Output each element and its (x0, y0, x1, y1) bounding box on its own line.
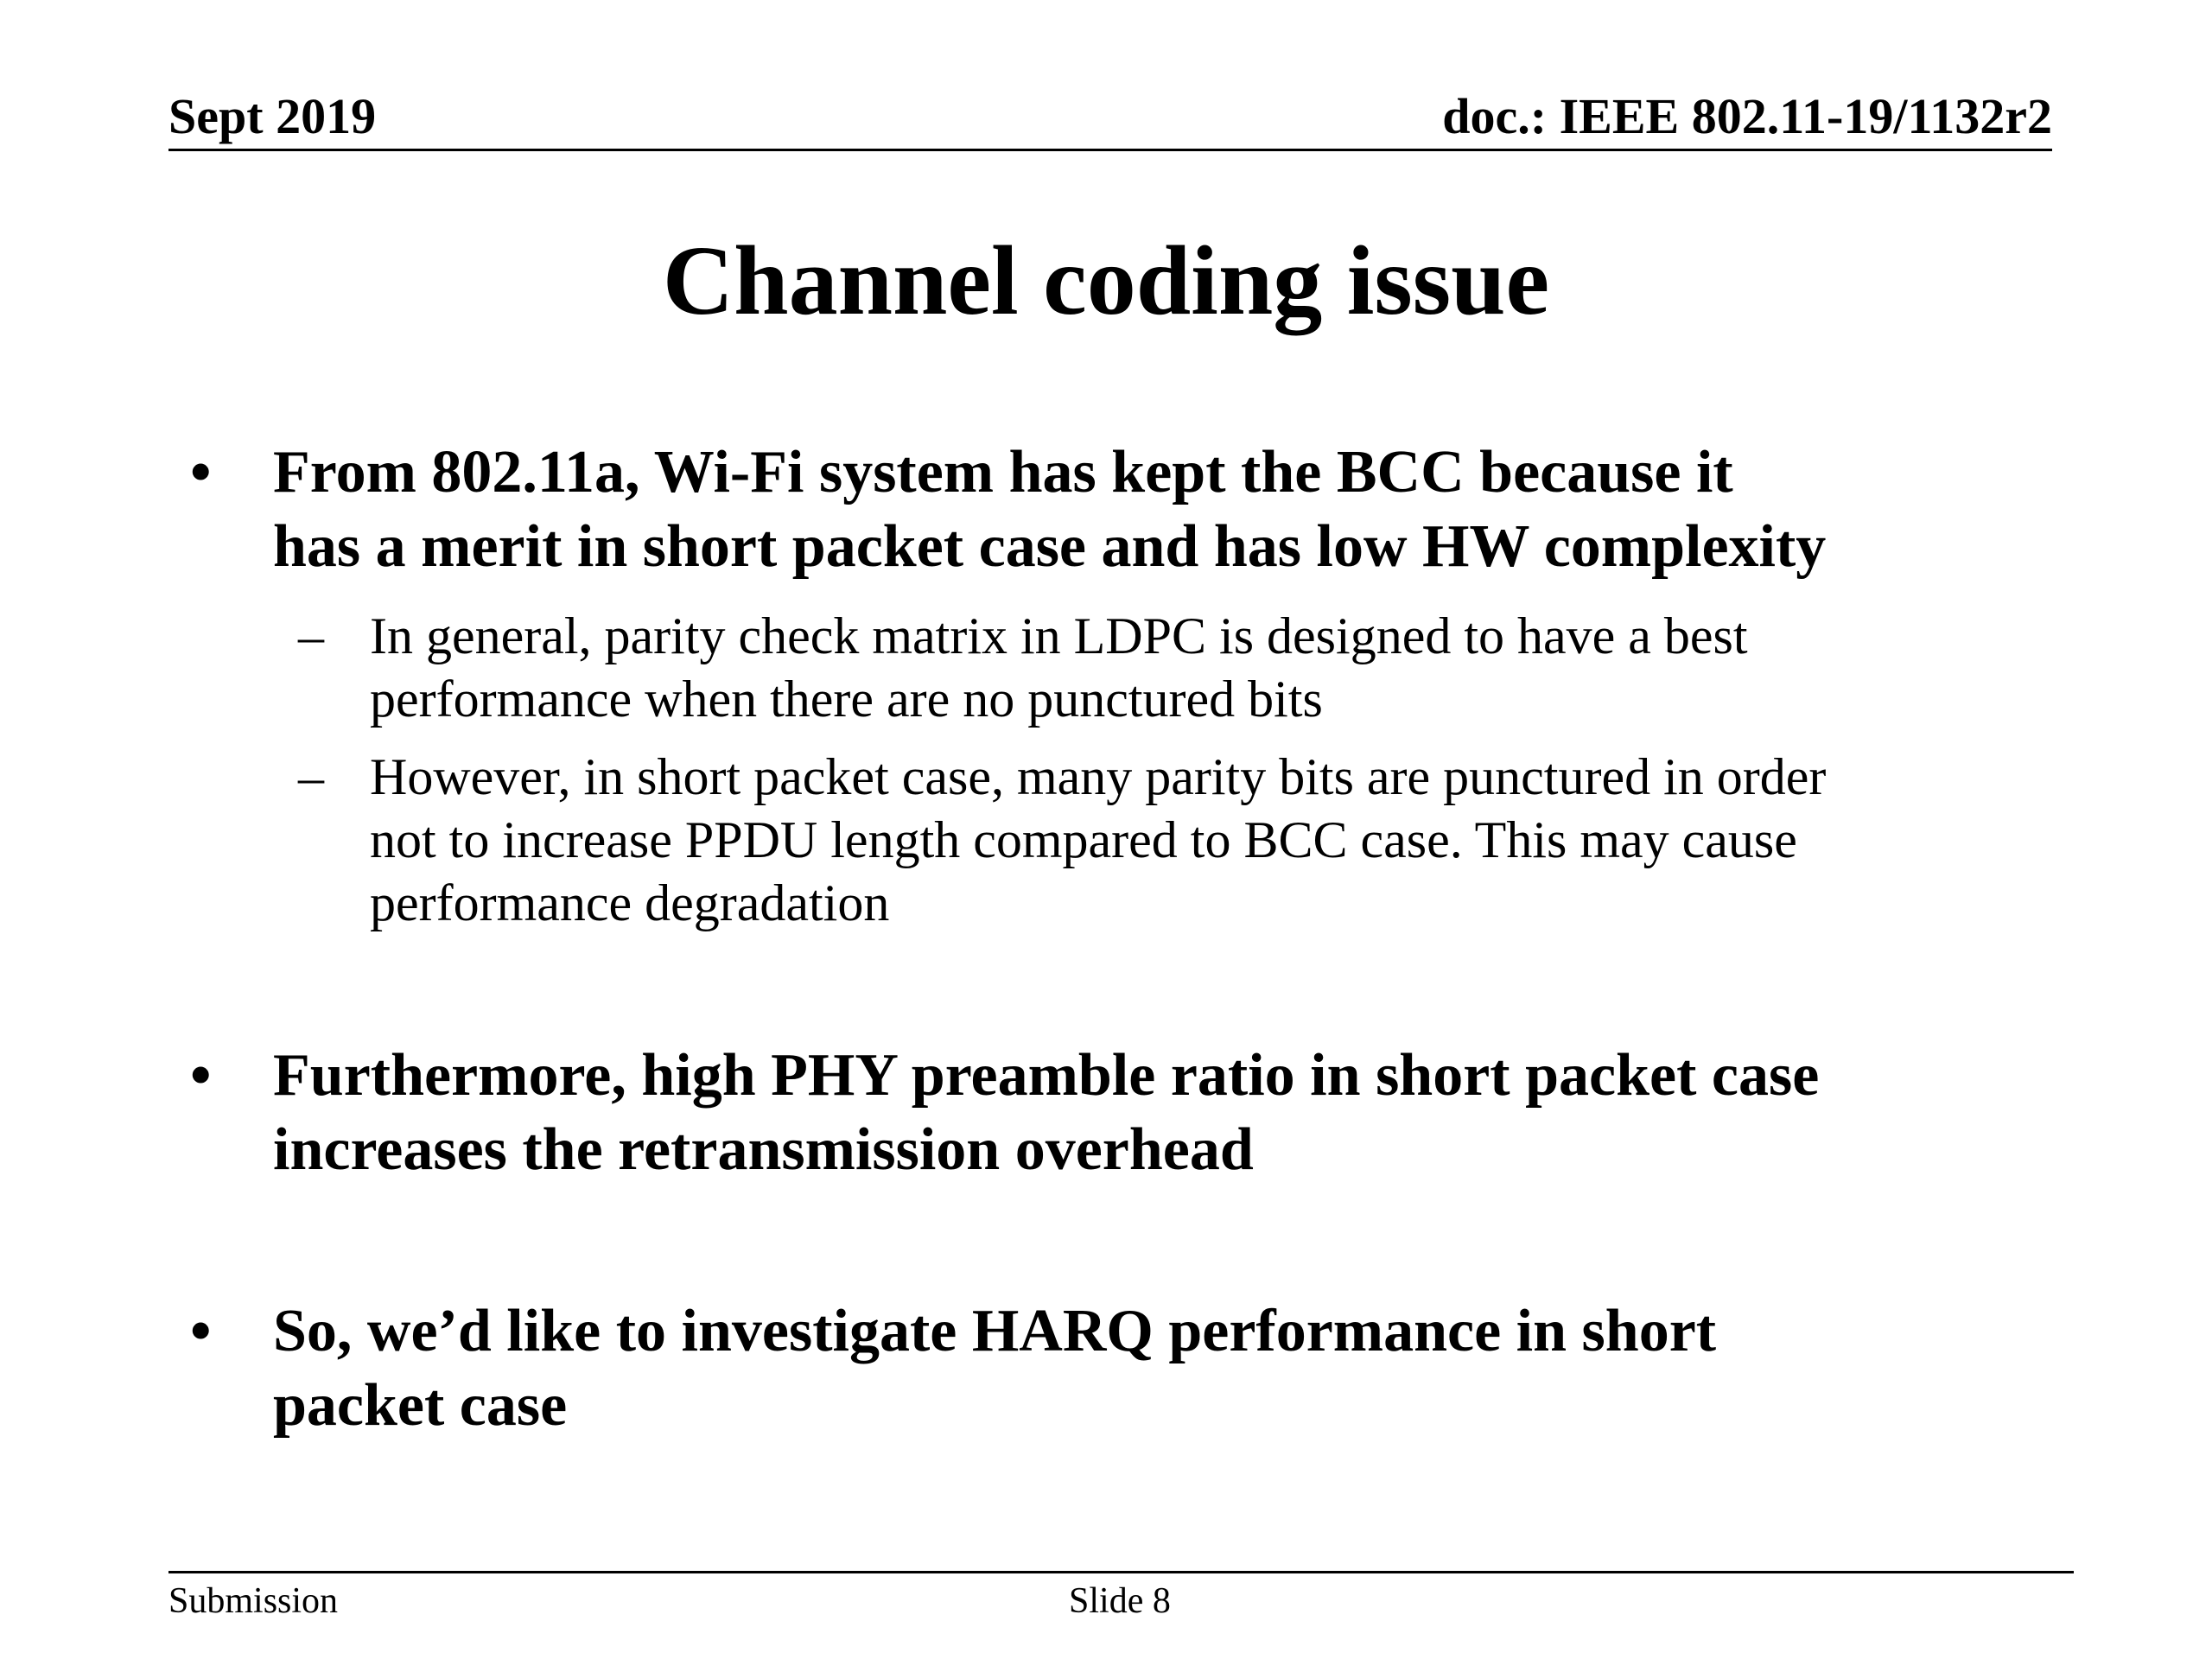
slide-header (168, 79, 2052, 151)
bullet-marker: • (190, 1042, 212, 1109)
sub-bullet-marker: – (298, 748, 324, 805)
bullet-line: Furthermore, high PHY preamble ratio in short packet case (273, 1042, 1820, 1109)
bullet-text (273, 1039, 1819, 1187)
sub-bullet-line: not to increase PPDU length compared to BCC case. This may cause (370, 811, 1797, 868)
sub-bullet-line: In general, parity check matrix in LDPC is designed to have a best (370, 607, 1748, 664)
footer-slide-number: Slide 8 (1069, 1581, 1171, 1621)
bullet-line: has a merit in short packet case and has low HW complexity (273, 513, 1827, 580)
bullet-text (273, 435, 1826, 584)
sub-bullet-line: performance when there are no punctured bits (370, 671, 1323, 728)
footer-divider (168, 1571, 2074, 1573)
header-date: Sept 2019 (168, 88, 377, 144)
sub-bullet-text (370, 605, 1748, 731)
bullet-line: So, we’d like to investigate HARQ performance in short (273, 1298, 1717, 1364)
bullet-marker: • (190, 439, 212, 505)
bullet-marker: • (190, 1298, 212, 1364)
sub-bullet-line: However, in short packet case, many parity bits are punctured in order (370, 748, 1827, 805)
footer-submission: Submission (168, 1581, 339, 1621)
sub-bullet-marker: – (298, 607, 324, 664)
bullet-line: increases the retransmission overhead (273, 1116, 1254, 1183)
bullet-line: packet case (273, 1372, 568, 1439)
sub-bullet-text (370, 746, 1826, 935)
bullet-text (273, 1294, 1716, 1443)
sub-bullet-line: performance degradation (370, 874, 890, 931)
bullet-line: From 802.11a, Wi-Fi system has kept the BCC because it (273, 439, 1733, 505)
header-doc-id: doc.: IEEE 802.11-19/1132r2 (1442, 88, 2052, 144)
slide-title: Channel coding issue (662, 226, 1550, 335)
